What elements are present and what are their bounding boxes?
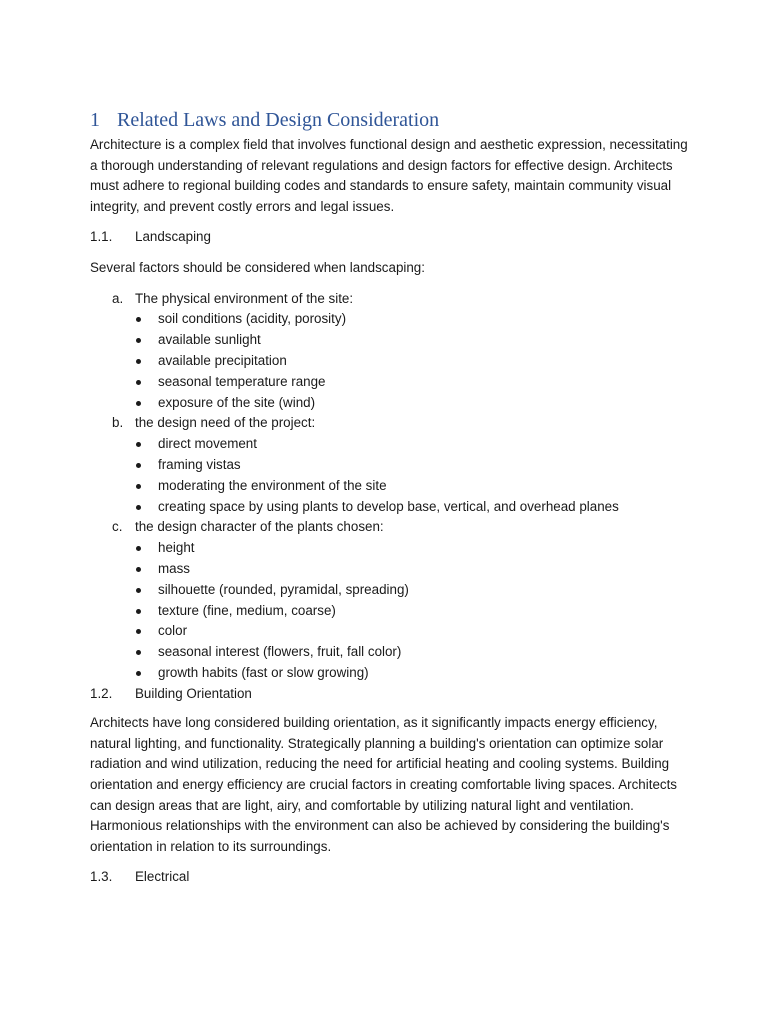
section-heading: [90, 106, 690, 134]
subheading-number: 1.1.: [90, 229, 113, 245]
bullet-item: silhouette (rounded, pyramidal, spreading): [135, 580, 690, 601]
bullet-list: [135, 309, 690, 413]
subheading-number: 1.3.: [90, 869, 113, 885]
bullet-item: available sunlight: [135, 330, 690, 351]
bullet-item: height: [135, 538, 690, 559]
landscaping-factor-list: [90, 289, 690, 684]
bullet-list: [135, 538, 690, 684]
subheading-title: Electrical: [135, 869, 190, 885]
bullet-item: available precipitation: [135, 351, 690, 372]
bullet-item: mass: [135, 559, 690, 580]
orientation-paragraph: Architects have long considered building orientation, as it significantly impacts energy efficiency, natural lighting, and functionality. Strategically planning a building's orientation can optimize solar radiation and wind utilization, reducing the need for artificial heating and cooling systems. Building orientation and energy efficiency are crucial factors in creating comfortable living spaces. Architects can design areas that are light, airy, and comfortable by utilizing natural light and ventilation. Harmonious relationships with the environment can also be achieved by considering the building's orientation in relation to its surroundings.: [90, 715, 678, 854]
list-item-title: The physical environment of the site:: [135, 290, 354, 306]
bullet-item: moderating the environment of the site: [135, 476, 690, 497]
bullet-item: growth habits (fast or slow growing): [135, 663, 690, 684]
subheading-number: 1.2.: [90, 685, 113, 701]
bullet-item: direct movement: [135, 434, 690, 455]
subheading-title: Landscaping: [135, 229, 211, 245]
bullet-item: exposure of the site (wind): [135, 393, 690, 414]
landscaping-lead: Several factors should be considered when landscaping:: [90, 259, 425, 275]
list-item: [90, 413, 690, 517]
subheading-landscaping: [90, 227, 690, 248]
section-heading-number: 1: [90, 109, 100, 131]
subheading-title: Building Orientation: [135, 685, 252, 701]
document-content: [90, 106, 690, 898]
bullet-item: seasonal interest (flowers, fruit, fall color): [135, 642, 690, 663]
bullet-item: texture (fine, medium, coarse): [135, 601, 690, 622]
bullet-list: [135, 434, 690, 517]
list-marker: c.: [112, 519, 123, 535]
list-item: [90, 517, 690, 683]
bullet-item: soil conditions (acidity, porosity): [135, 309, 690, 330]
section-heading-title: Related Laws and Design Consideration: [117, 109, 440, 131]
bullet-item: seasonal temperature range: [135, 372, 690, 393]
subheading-electrical: [90, 867, 690, 888]
list-item-title: the design need of the project:: [135, 415, 316, 431]
list-item-title: the design character of the plants chosen:: [135, 519, 384, 535]
bullet-item: color: [135, 621, 690, 642]
list-marker: b.: [112, 415, 124, 431]
bullet-item: framing vistas: [135, 455, 690, 476]
list-item: [90, 289, 690, 414]
list-marker: a.: [112, 290, 124, 306]
bullet-item: creating space by using plants to develop base, vertical, and overhead planes: [135, 497, 690, 518]
intro-paragraph: Architecture is a complex field that involves functional design and aesthetic expression, necessitating a thorough understanding of relevant regulations and design factors for effective design. Architects must adhere to regional building codes and standards to ensure safety, maintain community visual integrity, and prevent costly errors and legal issues.: [90, 137, 688, 214]
subheading-building-orientation: [90, 684, 690, 705]
